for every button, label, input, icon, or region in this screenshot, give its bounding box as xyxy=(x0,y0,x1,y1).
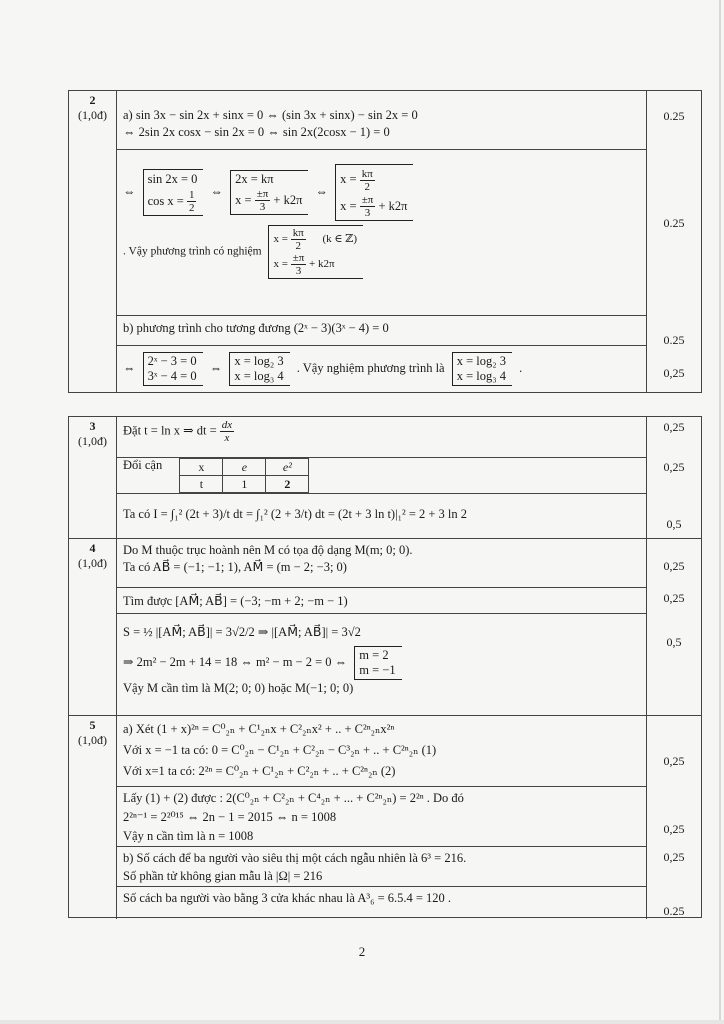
score-value: 0,25 xyxy=(663,559,685,573)
questions-3-5-table xyxy=(68,416,702,918)
scan-edge xyxy=(719,0,721,1024)
case-line: 2ˣ − 3 = 0 xyxy=(147,354,197,368)
solution-set xyxy=(268,225,363,279)
case-system xyxy=(354,646,401,680)
equivalence-symbol: ⇔ xyxy=(210,184,224,199)
score-value: 0.25 xyxy=(663,109,685,123)
score-value: 0,25 xyxy=(663,460,685,474)
question-5-number-cell xyxy=(69,716,117,919)
question-4-row xyxy=(69,539,701,716)
score-value: 0,5 xyxy=(666,517,682,531)
case-line: x = xyxy=(235,192,252,207)
limits-block xyxy=(117,457,646,493)
equivalence-symbol: ⇔ xyxy=(209,360,223,375)
limits-label: Đổi cận xyxy=(123,458,163,472)
arrangement-block xyxy=(117,886,646,909)
question-2-part-b xyxy=(117,315,646,345)
case-line: x = xyxy=(340,198,357,213)
term: + k2π xyxy=(309,258,335,271)
limits-cell: e xyxy=(223,459,266,476)
solution-line: Với x = −1 ta có: 0 = C⁰₂ₙ − C¹₂ₙ + C²₂ₙ − C³₂ₙ + .. + C²ⁿ₂ₙ (1) xyxy=(123,743,437,757)
case-system xyxy=(335,164,413,221)
case-line: x = log₂ 3 xyxy=(456,354,506,368)
question-points: (1,0đ) xyxy=(78,108,107,122)
fraction: $\frac{1}{2}$ xyxy=(188,189,195,215)
limits-cell: 1 xyxy=(223,476,266,493)
conclusion-text: . Vậy nghiệm phương trình là xyxy=(296,360,445,375)
score-value: 0,25 xyxy=(663,591,685,605)
question-number: 3 xyxy=(89,419,96,433)
solution-line: a) Xét (1 + x)²ⁿ = C⁰₂ₙ + C¹₂ₙx + C²₂ₙx² + .. + C²ⁿ₂ₙx²ⁿ xyxy=(123,722,395,736)
solution-line: Lấy (1) + (2) được : 2(C⁰₂ₙ + C²₂ₙ + C⁴₂ₙ + ... + C²ⁿ₂ₙ) = 2²ⁿ . Do đó xyxy=(123,791,464,805)
solution-line: Vậy n cần tìm là n = 1008 xyxy=(123,829,254,843)
case-line: x = log₃ 4 xyxy=(456,369,506,383)
score-value: 0,25 xyxy=(663,822,685,836)
case-line: m = −1 xyxy=(359,663,396,677)
term: + k2π xyxy=(378,198,408,213)
conclusion-text: . Vậy phương trình có nghiệm xyxy=(123,245,262,258)
limits-cell: x xyxy=(180,459,223,476)
case-line: x = xyxy=(273,258,288,271)
solution-line: Tìm được [AM⃗; AB⃗] = (−3; −m + 2; −m − 1) xyxy=(123,594,348,608)
fraction: $\frac{k\pi}{2}$ xyxy=(292,227,304,253)
coordinate-block xyxy=(117,539,646,587)
solution-line: Với x=1 ta có: 2²ⁿ = C⁰₂ₙ + C¹₂ₙ + C²₂ₙ + .. + C²ⁿ₂ₙ (2) xyxy=(123,764,396,778)
equivalence-symbol: ⇔ xyxy=(123,184,136,199)
solution-line: 2²ⁿ⁻¹ = 2²⁰¹⁵ ⇔ 2n − 1 = 2015 ⇔ n = 1008 xyxy=(123,810,337,824)
fraction: $\frac{dx}{x}$ xyxy=(221,419,233,444)
question-number: 4 xyxy=(89,541,96,555)
fraction: $\frac{\pm\pi}{3}$ xyxy=(256,188,269,214)
solution-line: Ta có AB⃗ = (−1; −1; 1), AM⃗ = (m − 2; −3; 0) xyxy=(123,560,347,574)
limits-cell: t xyxy=(180,476,223,493)
score-column xyxy=(646,716,701,919)
sum-block xyxy=(117,786,646,846)
question-2-part-b-result xyxy=(117,345,646,388)
page-number: 2 xyxy=(358,944,366,959)
case-system xyxy=(452,352,512,386)
term: + k2π xyxy=(273,192,303,207)
question-points: (1,0đ) xyxy=(78,556,107,570)
case-system xyxy=(143,169,204,217)
case-system xyxy=(229,352,289,386)
case-line: m = 2 xyxy=(359,648,389,662)
case-line: cos x = xyxy=(147,193,184,208)
limits-cell: 2 xyxy=(266,476,309,493)
limits-cell: e² xyxy=(266,459,309,476)
question-5-row xyxy=(69,716,701,919)
fraction: $\frac{\pm\pi}{3}$ xyxy=(292,252,305,278)
solution-line: S = ½ |[AM⃗; AB⃗]| = 3√2/2 ⇒ |[AM⃗; AB⃗]| = 3√2 xyxy=(123,625,361,639)
question-2-table xyxy=(68,90,702,393)
fraction: $\frac{k\pi}{2}$ xyxy=(361,167,373,193)
solution-line: ⇔ 2sin 2x cosx − sin 2x = 0 ⇔ sin 2x(2cosx − 1) = 0 xyxy=(123,125,390,139)
integral-text: Ta có I = ∫₁² (2t + 3)/t dt = ∫₁² (2 + 3/t) dt = (2t + 3 ln t)|₁² = 2 + 3 ln 2 xyxy=(123,507,468,521)
question-3-number-cell xyxy=(69,417,117,538)
question-number: 2 xyxy=(89,93,96,107)
question-2-number-cell xyxy=(69,91,117,392)
equivalence-symbol: ⇔ xyxy=(123,360,136,375)
question-2-content xyxy=(117,91,646,143)
binomial-block xyxy=(117,716,646,786)
case-system xyxy=(143,352,203,386)
case-system xyxy=(230,170,308,216)
case-line: x = xyxy=(273,233,288,246)
score-value: 0,25 xyxy=(663,420,685,434)
substitution-text: Đặt t = ln x ⇒ dt = xyxy=(123,423,217,438)
score-column xyxy=(646,539,701,715)
scan-bottom-edge xyxy=(0,1020,724,1024)
probability-block xyxy=(117,846,646,886)
area-block xyxy=(117,613,646,699)
score-value: 0,5 xyxy=(666,635,682,649)
solution-line: a) sin 3x − sin 2x + sinx = 0 ⇔ (sin 3x + sinx) − sin 2x = 0 xyxy=(123,108,418,122)
solution-line: Do M thuộc trục hoành nên M có tọa độ dạng M(m; 0; 0). xyxy=(123,543,413,557)
question-3-row xyxy=(69,417,701,539)
solution-line: Số phần tử không gian mẫu là |Ω| = 216 xyxy=(123,869,323,883)
question-number: 5 xyxy=(89,718,96,732)
solution-line: Số cách ba người vào bằng 3 cửa khác nhau là A³₆ = 6.5.4 = 120 . xyxy=(123,891,452,905)
score-column xyxy=(646,91,701,392)
fraction: $\frac{\pm\pi}{3}$ xyxy=(361,194,374,220)
case-line: 2x = kπ xyxy=(235,171,274,186)
question-points: (1,0đ) xyxy=(78,733,107,747)
question-points: (1,0đ) xyxy=(78,434,107,448)
score-value: 0,25 xyxy=(663,754,685,768)
solution-line: ⇒ 2m² − 2m + 14 = 18 ⇔ m² − m − 2 = 0 ⇔ xyxy=(123,654,348,669)
integral-line xyxy=(117,493,646,525)
integer-condition: (k ∈ ℤ) xyxy=(322,233,357,246)
case-line: x = log₃ 4 xyxy=(234,369,284,383)
score-value: 0.25 xyxy=(663,216,685,230)
solution-line: Vậy M cần tìm là M(2; 0; 0) hoặc M(−1; 0; 0) xyxy=(123,681,354,695)
case-line: x = xyxy=(340,172,357,186)
case-line: x = log₂ 3 xyxy=(234,354,284,368)
cross-product-block xyxy=(117,587,646,613)
score-value: 0.25 xyxy=(663,904,685,918)
question-4-number-cell xyxy=(69,539,117,715)
score-value: 0.25 xyxy=(663,333,685,347)
case-line: 3ˣ − 4 = 0 xyxy=(147,369,197,383)
question-2-case-block xyxy=(117,149,646,315)
substitution-line xyxy=(117,417,646,457)
solution-line: b) Số cách để ba người vào siêu thị một cách ngẫu nhiên là 6³ = 216. xyxy=(123,851,467,865)
score-column xyxy=(646,417,701,538)
case-line: sin 2x = 0 xyxy=(147,171,198,186)
limits-table xyxy=(179,458,309,493)
solution-line: b) phương trình cho tương đương (2ˣ − 3)(3ˣ − 4) = 0 xyxy=(123,321,389,335)
score-value: 0,25 xyxy=(663,850,685,864)
score-value: 0,25 xyxy=(663,366,685,380)
punctuation: . xyxy=(519,360,523,375)
equivalence-symbol: ⇔ xyxy=(315,184,329,199)
